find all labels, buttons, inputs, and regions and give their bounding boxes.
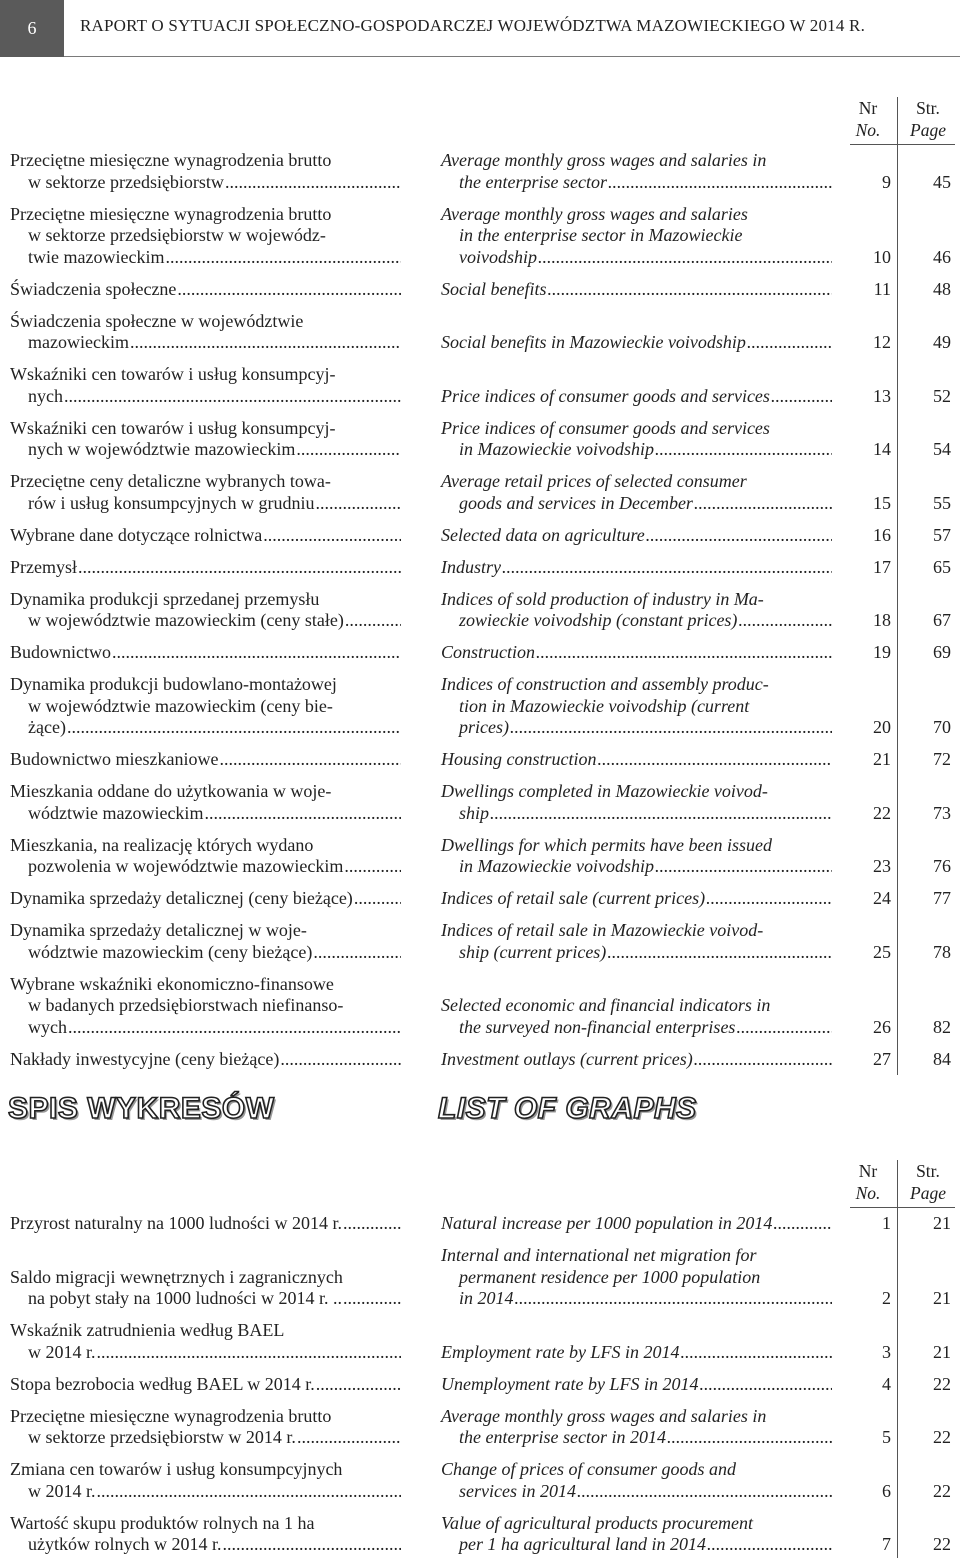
toc-entry-text: w województwie mazowieckim (ceny stałe): [28, 610, 344, 630]
toc-number: 24: [873, 888, 891, 908]
toc-number: 15: [873, 492, 891, 513]
toc-page: 57: [933, 524, 951, 545]
column-heading-rule: [850, 144, 955, 145]
toc-row: [0, 1245, 960, 1310]
dot-leader: [64, 386, 401, 408]
toc-entry-text: Average monthly gross wages and salaries: [441, 203, 748, 224]
toc-entry-text: w sektorze przedsiębiorstw w wojewódz-: [28, 225, 326, 245]
toc-entry-text: Wartość skupu produktów rolnych na 1 ha: [10, 1512, 315, 1533]
toc-page: 82: [933, 1016, 951, 1037]
toc-number: 2: [882, 1288, 891, 1308]
dot-leader: [655, 856, 832, 878]
toc-entry-text: Housing construction: [441, 749, 597, 769]
toc-number: 9: [882, 171, 891, 192]
dot-leader: [707, 1534, 832, 1556]
dot-leader: [280, 1049, 401, 1071]
toc-number: 18: [873, 610, 891, 630]
toc-entry-text: Dynamika produkcji sprzedanej przemysłu: [10, 588, 320, 609]
toc-entry-en: [441, 279, 833, 301]
toc-row: [0, 1213, 960, 1235]
dot-leader: [510, 717, 832, 739]
toc-entry-pl: [10, 835, 402, 878]
toc-entry-text: Nakłady inwestycyjne (ceny bieżące): [10, 1048, 280, 1069]
toc-entry-en: [441, 589, 833, 632]
toc-entry-text: Price indices of consumer goods and services: [441, 385, 770, 406]
dot-leader: [646, 525, 832, 547]
toc-entry-text: nych: [28, 385, 63, 406]
toc-entry-pl: [10, 557, 402, 579]
toc-entry-text: zowieckie voivodship (constant prices): [459, 610, 738, 630]
toc-row: [0, 557, 960, 579]
toc-row: [0, 471, 960, 514]
toc-page: 77: [933, 888, 951, 908]
toc-page: 22: [933, 1373, 951, 1394]
toc-row: [0, 835, 960, 878]
toc-entry-pl: [10, 974, 402, 1039]
toc-entry-text: Social benefits in Mazowieckie voivodship: [441, 332, 746, 352]
toc-entry-pl: [10, 525, 402, 547]
toc-number: 1: [882, 1213, 891, 1233]
toc-entry-text: Indices of sold production of industry in Ma-: [441, 588, 764, 609]
dot-leader: [222, 1534, 401, 1556]
dot-leader: [313, 942, 401, 964]
toc-entry-en: [441, 1245, 833, 1310]
toc-entry-text: wództwie mazowieckim (ceny bieżące): [28, 941, 313, 962]
toc-row: [0, 364, 960, 407]
toc-number: 26: [873, 1016, 891, 1037]
toc-entry-text: rów i usług konsumpcyjnych w grudniu: [28, 492, 315, 513]
toc-entry-text: Budownictwo mieszkaniowe: [10, 749, 219, 769]
toc-entry-text: Average monthly gross wages and salaries in: [441, 150, 767, 170]
toc-entry-en: [441, 418, 833, 461]
toc-entry-text: w województwie mazowieckim (ceny bie-: [28, 695, 333, 716]
toc-entry-pl: [10, 471, 402, 514]
toc-entry-text: in Mazowieckie voivodship: [459, 856, 654, 876]
graphs-page-label: Page: [910, 1183, 946, 1203]
toc-entry-pl: [10, 1459, 402, 1502]
dot-leader: [680, 1342, 832, 1364]
toc-entry-text: mazowieckim: [28, 332, 129, 352]
toc-entry-text: w sektorze przedsiębiorstw w 2014 r.: [28, 1427, 296, 1447]
toc-row: [0, 888, 960, 910]
toc-entry-en: [441, 1374, 833, 1396]
toc-entry-text: Przyrost naturalny na 1000 ludności w 2014 r.: [10, 1213, 342, 1233]
toc-row: [0, 589, 960, 632]
toc-entry-en: [441, 525, 833, 547]
toc-entry-pl: [10, 1267, 402, 1310]
toc-number: 21: [873, 749, 891, 769]
toc-number: 20: [873, 717, 891, 737]
page-header: [0, 0, 960, 57]
toc-entry-pl: [10, 674, 402, 739]
dot-leader: [204, 803, 401, 825]
dot-leader: [771, 386, 832, 408]
toc-entry-text: Wskaźnik zatrudnienia według BAEL: [10, 1320, 285, 1340]
toc-entry-text: ship: [459, 802, 490, 823]
toc-entry-pl: [10, 781, 402, 824]
toc-entry-text: voivodship: [459, 246, 537, 267]
toc-entry-text: permanent residence per 1000 population: [459, 1266, 761, 1287]
toc-entry-en: [441, 781, 833, 824]
running-title: RAPORT O SYTUACJI SPOŁECZNO-GOSPODARCZEJ WOJEWÓDZTWA MAZOWIECKIEGO W 2014 R.: [80, 16, 866, 35]
toc-page: 76: [933, 856, 951, 876]
toc-entry-text: twie mazowieckim: [28, 246, 165, 267]
toc-page: 67: [933, 610, 951, 630]
dot-leader: [490, 803, 832, 825]
section-title-pl: SPIS WYKRESÓW: [8, 1092, 275, 1125]
toc-row: [0, 1320, 960, 1363]
toc-entry-en: [441, 386, 833, 408]
toc-entry-text: the enterprise sector: [459, 171, 607, 192]
toc-entry-text: Przemysł: [10, 556, 77, 577]
toc-entry-en: [441, 1513, 833, 1556]
toc-entry-text: Zmiana cen towarów i usług konsumpcyjnych: [10, 1459, 343, 1479]
toc-entry-text: Stopa bezrobocia według BAEL w 2014 r.: [10, 1373, 315, 1394]
dot-leader: [97, 1481, 402, 1503]
toc-entry-text: Przeciętne miesięczne wynagrodzenia brutto: [10, 150, 332, 170]
toc-entry-pl: [10, 364, 402, 407]
toc-entry-text: Selected economic and financial indicators in: [441, 995, 771, 1015]
dot-leader: [706, 888, 832, 910]
toc-entry-text: Natural increase per 1000 population in 2014: [441, 1213, 773, 1233]
toc-entry-text: Internal and international net migration for: [441, 1245, 757, 1265]
dot-leader: [694, 493, 832, 515]
toc-number: 6: [882, 1480, 891, 1501]
toc-entry-text: Wskaźniki cen towarów i usług konsumpcyj-: [10, 417, 336, 438]
dot-leader: [177, 279, 401, 301]
dot-leader: [536, 642, 832, 664]
dot-leader: [345, 610, 401, 632]
toc-row: [0, 1049, 960, 1071]
toc-entry-text: Wybrane wskaźniki ekonomiczno-finansowe: [10, 973, 334, 994]
toc-entry-text: tion in Mazowieckie voivodship (current: [459, 695, 750, 716]
dot-leader: [130, 332, 401, 354]
toc-entry-text: Saldo migracji wewnętrznych i zagranicznych: [10, 1266, 343, 1287]
header-rule: [64, 56, 960, 57]
dot-leader: [219, 749, 401, 771]
toc-entry-text: Dwellings completed in Mazowieckie voivod-: [441, 781, 768, 801]
toc-entry-pl: [10, 1049, 402, 1071]
toc-row: [0, 974, 960, 1039]
toc-entry-en: [441, 920, 833, 963]
toc-number: 19: [873, 642, 891, 662]
toc-number: 4: [882, 1373, 891, 1394]
toc-entry-text: in the enterprise sector in Mazowieckie: [459, 225, 743, 245]
nr-label: Nr: [858, 98, 878, 118]
toc-entry-text: the surveyed non-financial enterprises: [459, 1016, 736, 1037]
toc-number: 16: [873, 524, 891, 545]
toc-entry-en: [441, 1459, 833, 1502]
dot-leader: [598, 749, 833, 771]
dot-leader: [343, 1213, 401, 1235]
graphs-str-label: Str.: [916, 1161, 940, 1181]
dot-leader: [607, 942, 832, 964]
toc-entry-text: w badanych przedsiębiorstwach niefinanso-: [28, 995, 344, 1015]
toc-entry-en: [441, 642, 833, 664]
dot-leader: [97, 1342, 402, 1364]
page-number: 6: [0, 0, 64, 57]
toc-page: 72: [933, 749, 951, 769]
toc-entry-en: [441, 332, 833, 354]
toc-entry-en: [441, 204, 833, 269]
dot-leader: [747, 332, 832, 354]
toc-entry-text: wych: [28, 1016, 67, 1037]
toc-page: 48: [933, 278, 951, 299]
toc-entry-pl: [10, 1213, 402, 1235]
toc-entry-text: Przeciętne ceny detaliczne wybranych towa-: [10, 471, 331, 491]
toc-entry-text: Price indices of consumer goods and services: [441, 417, 770, 438]
toc-entry-text: Construction: [441, 642, 536, 662]
graphs-no-label: No.: [855, 1183, 881, 1203]
toc-entry-text: Value of agricultural products procurement: [441, 1512, 753, 1533]
toc-entry-text: Mieszkania oddane do użytkowania w woje-: [10, 781, 332, 801]
dot-leader: [577, 1481, 832, 1503]
toc-row: [0, 418, 960, 461]
toc-entry-pl: [10, 150, 402, 193]
dot-leader: [655, 439, 832, 461]
toc-row: [0, 525, 960, 547]
toc-number: 23: [873, 856, 891, 876]
toc-entry-en: [441, 995, 833, 1038]
graphs-page-column-heading: [905, 1160, 951, 1204]
toc-entry-pl: [10, 1406, 402, 1449]
toc-entry-text: użytków rolnych w 2014 r.: [28, 1534, 222, 1554]
toc-number: 12: [873, 332, 891, 352]
no-label: No.: [855, 120, 881, 140]
toc-entry-en: [441, 835, 833, 878]
toc-entry-text: Industry: [441, 556, 501, 577]
dot-leader: [296, 439, 401, 461]
toc-entry-text: ship (current prices): [459, 941, 607, 962]
toc-page: 22: [933, 1534, 951, 1554]
toc-entry-text: Przeciętne miesięczne wynagrodzenia brutto: [10, 1405, 332, 1426]
dot-leader: [538, 247, 832, 269]
toc-row: [0, 1459, 960, 1502]
dot-leader: [738, 610, 832, 632]
toc-entry-text: in Mazowieckie voivodship: [459, 439, 654, 459]
toc-page: 21: [933, 1341, 951, 1362]
toc-entry-pl: [10, 418, 402, 461]
toc-row: [0, 311, 960, 354]
toc-number: 14: [873, 439, 891, 459]
toc-entry-text: services in 2014: [459, 1480, 576, 1501]
toc-entry-text: the enterprise sector in 2014: [459, 1427, 666, 1447]
toc-row: [0, 749, 960, 771]
toc-page: 65: [933, 556, 951, 577]
dot-leader: [68, 1017, 401, 1039]
dot-leader: [263, 525, 401, 547]
toc-row: [0, 674, 960, 739]
toc-entry-text: żące): [28, 717, 66, 737]
dot-leader: [699, 1374, 832, 1396]
toc-page: 78: [933, 941, 951, 962]
toc-entry-text: w sektorze przedsiębiorstw: [28, 171, 224, 192]
graphs-column-heading-rule: [850, 1207, 955, 1208]
toc-entry-text: wództwie mazowieckim: [28, 802, 204, 823]
toc-entry-en: [441, 471, 833, 514]
toc-entry-text: Employment rate by LFS in 2014: [441, 1341, 680, 1362]
toc-entry-text: Investment outlays (current prices): [441, 1048, 693, 1069]
toc-page: 49: [933, 332, 951, 352]
toc-entry-en: [441, 1049, 833, 1071]
section-title-en: LIST OF GRAPHS: [438, 1092, 697, 1125]
toc-number: 17: [873, 556, 891, 577]
toc-entry-en: [441, 674, 833, 739]
dot-leader: [165, 247, 401, 269]
dot-leader: [316, 1374, 401, 1396]
toc-entry-text: Average retail prices of selected consumer: [441, 471, 747, 491]
toc-page: 45: [933, 171, 951, 192]
toc-entry-text: na pobyt stały na 1000 ludności w 2014 r. ..: [28, 1288, 342, 1308]
toc-page: 73: [933, 802, 951, 823]
toc-number: 22: [873, 802, 891, 823]
page-column-heading: [905, 97, 951, 141]
toc-entry-text: in 2014: [459, 1288, 514, 1308]
tables-list: [0, 150, 960, 1070]
toc-entry-pl: [10, 642, 402, 664]
toc-number: 25: [873, 941, 891, 962]
toc-entry-pl: [10, 279, 402, 301]
toc-number: 13: [873, 385, 891, 406]
toc-entry-text: Social benefits: [441, 278, 547, 299]
toc-number: 7: [882, 1534, 891, 1554]
toc-entry-pl: [10, 1320, 402, 1363]
dot-leader: [736, 1017, 832, 1039]
dot-leader: [515, 1288, 832, 1310]
toc-page: 55: [933, 492, 951, 513]
toc-entry-text: Wybrane dane dotyczące rolnictwa: [10, 524, 263, 545]
toc-entry-text: Dynamika sprzedaży detalicznej w woje-: [10, 920, 307, 940]
toc-entry-en: [441, 1213, 833, 1235]
page-label: Page: [910, 120, 946, 140]
dot-leader: [315, 493, 401, 515]
toc-entry-pl: [10, 1513, 402, 1556]
dot-leader: [297, 1427, 401, 1449]
toc-entry-text: w 2014 r.: [28, 1341, 96, 1362]
toc-entry-text: Dynamika produkcji budowlano-montażowej: [10, 674, 337, 694]
toc-row: [0, 781, 960, 824]
toc-row: [0, 1406, 960, 1449]
toc-entry-text: Przeciętne miesięczne wynagrodzenia brutto: [10, 203, 332, 224]
toc-page: 54: [933, 439, 951, 459]
toc-entry-en: [441, 150, 833, 193]
toc-page: 70: [933, 717, 951, 737]
toc-entry-text: Dynamika sprzedaży detalicznej (ceny bieżące): [10, 888, 353, 908]
dot-leader: [78, 557, 401, 579]
toc-entry-text: Indices of construction and assembly produc-: [441, 674, 769, 694]
toc-entry-text: w 2014 r.: [28, 1480, 96, 1501]
toc-entry-text: goods and services in December: [459, 492, 693, 513]
toc-entry-text: Budownictwo: [10, 642, 111, 662]
dot-leader: [344, 856, 401, 878]
toc-entry-pl: [10, 311, 402, 354]
toc-entry-text: pozwolenia w województwie mazowieckim: [28, 856, 344, 876]
dot-leader: [667, 1427, 832, 1449]
dot-leader: [67, 717, 401, 739]
toc-number: 5: [882, 1427, 891, 1447]
toc-entry-text: Świadczenia społeczne w województwie: [10, 310, 304, 331]
toc-entry-pl: [10, 920, 402, 963]
toc-entry-pl: [10, 1374, 402, 1396]
toc-page: 21: [933, 1288, 951, 1308]
toc-row: [0, 920, 960, 963]
dot-leader: [773, 1213, 832, 1235]
toc-entry-text: Indices of retail sale in Mazowieckie voivod-: [441, 920, 764, 940]
toc-entry-pl: [10, 204, 402, 269]
toc-entry-pl: [10, 749, 402, 771]
toc-entry-text: Mieszkania, na realizację których wydano: [10, 834, 314, 855]
dot-leader: [354, 888, 401, 910]
toc-row: [0, 204, 960, 269]
dot-leader: [225, 172, 401, 194]
toc-entry-text: Selected data on agriculture: [441, 524, 645, 545]
toc-page: 52: [933, 385, 951, 406]
toc-entry-pl: [10, 589, 402, 632]
graphs-nr-label: Nr: [858, 1161, 878, 1181]
toc-entry-en: [441, 1406, 833, 1449]
toc-entry-en: [441, 557, 833, 579]
toc-page: 22: [933, 1427, 951, 1447]
toc-row: [0, 642, 960, 664]
toc-page: 22: [933, 1480, 951, 1501]
toc-number: 11: [873, 278, 891, 299]
toc-entry-en: [441, 749, 833, 771]
toc-entry-en: [441, 888, 833, 910]
toc-number: 10: [873, 246, 891, 267]
toc-entry-en: [441, 1342, 833, 1364]
toc-entry-text: nych w województwie mazowieckim: [28, 439, 296, 459]
dot-leader: [694, 1049, 832, 1071]
dot-leader: [502, 557, 832, 579]
toc-entry-text: Average monthly gross wages and salaries in: [441, 1405, 767, 1426]
toc-row: [0, 150, 960, 193]
toc-entry-text: Indices of retail sale (current prices): [441, 888, 706, 908]
toc-entry-text: Wskaźniki cen towarów i usług konsumpcyj-: [10, 364, 336, 384]
nr-column-heading: [845, 97, 891, 141]
str-label: Str.: [916, 98, 940, 118]
toc-row: [0, 1513, 960, 1556]
dot-leader: [112, 642, 401, 664]
toc-entry-text: Świadczenia społeczne: [10, 278, 177, 299]
dot-leader: [343, 1288, 401, 1310]
toc-entry-text: per 1 ha agricultural land in 2014: [459, 1534, 706, 1554]
dot-leader: [608, 172, 832, 194]
toc-entry-text: prices): [459, 717, 509, 737]
toc-row: [0, 1374, 960, 1396]
toc-entry-text: Unemployment rate by LFS in 2014: [441, 1373, 699, 1394]
toc-page: 46: [933, 246, 951, 267]
toc-number: 3: [882, 1341, 891, 1362]
toc-number: 27: [873, 1048, 891, 1069]
toc-page: 69: [933, 642, 951, 662]
toc-page: 84: [933, 1048, 951, 1069]
toc-entry-text: Dwellings for which permits have been issued: [441, 834, 772, 855]
toc-row: [0, 279, 960, 301]
toc-page: 21: [933, 1213, 951, 1233]
graphs-nr-column-heading: [845, 1160, 891, 1204]
toc-entry-text: Change of prices of consumer goods and: [441, 1459, 736, 1479]
dot-leader: [547, 279, 832, 301]
toc-entry-pl: [10, 888, 402, 910]
graphs-list: [0, 1213, 960, 1556]
